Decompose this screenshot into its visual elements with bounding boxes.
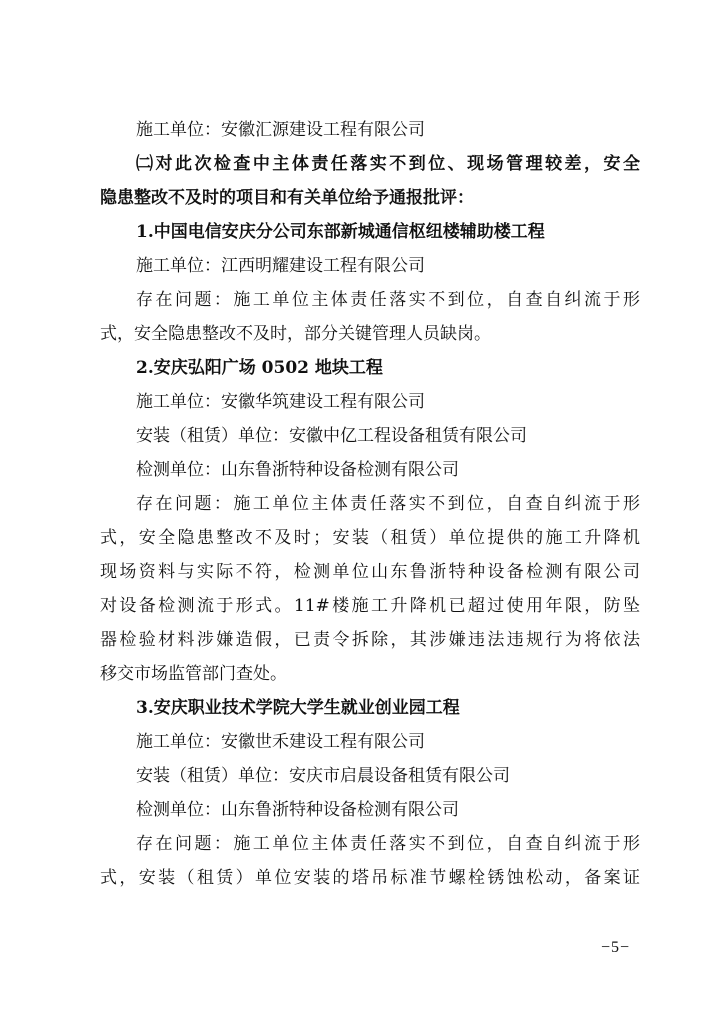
- text-line: 存在问题：施工单位主体责任落实不到位，自查自纠流于形: [136, 290, 640, 310]
- text-line: 施工单位：江西明耀建设工程有限公司: [136, 256, 425, 276]
- text-line: 安装（租赁）单位：安徽中亿工程设备租赁有限公司: [136, 426, 527, 446]
- text-line: 存在问题：施工单位主体责任落实不到位，自查自纠流于形: [136, 834, 640, 854]
- section-heading: 3.安庆职业技术学院大学生就业创业园工程: [136, 698, 460, 718]
- text-line: 安装（租赁）单位：安庆市启晨设备租赁有限公司: [136, 766, 510, 786]
- section-heading: 1.中国电信安庆分公司东部新城通信枢纽楼辅助楼工程: [136, 222, 545, 242]
- text-line: 对设备检测流于形式。11#楼施工升降机已超过使用年限，防坠: [100, 596, 640, 616]
- text-line: 移交市场监管部门查处。: [100, 664, 287, 684]
- text-line: 隐患整改不及时的项目和有关单位给予通报批评：: [100, 188, 474, 208]
- text-line: 检测单位：山东鲁浙特种设备检测有限公司: [136, 800, 459, 820]
- text-line: 施工单位：安徽世禾建设工程有限公司: [136, 732, 425, 752]
- text-line: 器检验材料涉嫌造假，已责令拆除，其涉嫌违法违规行为将依法: [100, 630, 640, 650]
- section-heading: 2.安庆弘阳广场 0502 地块工程: [136, 358, 383, 378]
- text-line: 式，安全隐患整改不及时，部分关键管理人员缺岗。: [100, 324, 491, 344]
- page-number: −5−: [600, 939, 630, 956]
- text-line: 式，安装（租赁）单位安装的塔吊标准节螺栓锈蚀松动，备案证: [100, 868, 640, 888]
- text-line: 施工单位：安徽汇源建设工程有限公司: [136, 120, 425, 140]
- text-line: 现场资料与实际不符，检测单位山东鲁浙特种设备检测有限公司: [100, 562, 640, 582]
- text-line: 式，安全隐患整改不及时；安装（租赁）单位提供的施工升降机: [100, 528, 640, 548]
- document-body: [100, 113, 640, 895]
- text-line: 存在问题：施工单位主体责任落实不到位，自查自纠流于形: [136, 494, 640, 514]
- text-line: 检测单位：山东鲁浙特种设备检测有限公司: [136, 460, 459, 480]
- text-line: ㈡对此次检查中主体责任落实不到位、现场管理较差，安全: [136, 154, 640, 174]
- text-line: 施工单位：安徽华筑建设工程有限公司: [136, 392, 425, 412]
